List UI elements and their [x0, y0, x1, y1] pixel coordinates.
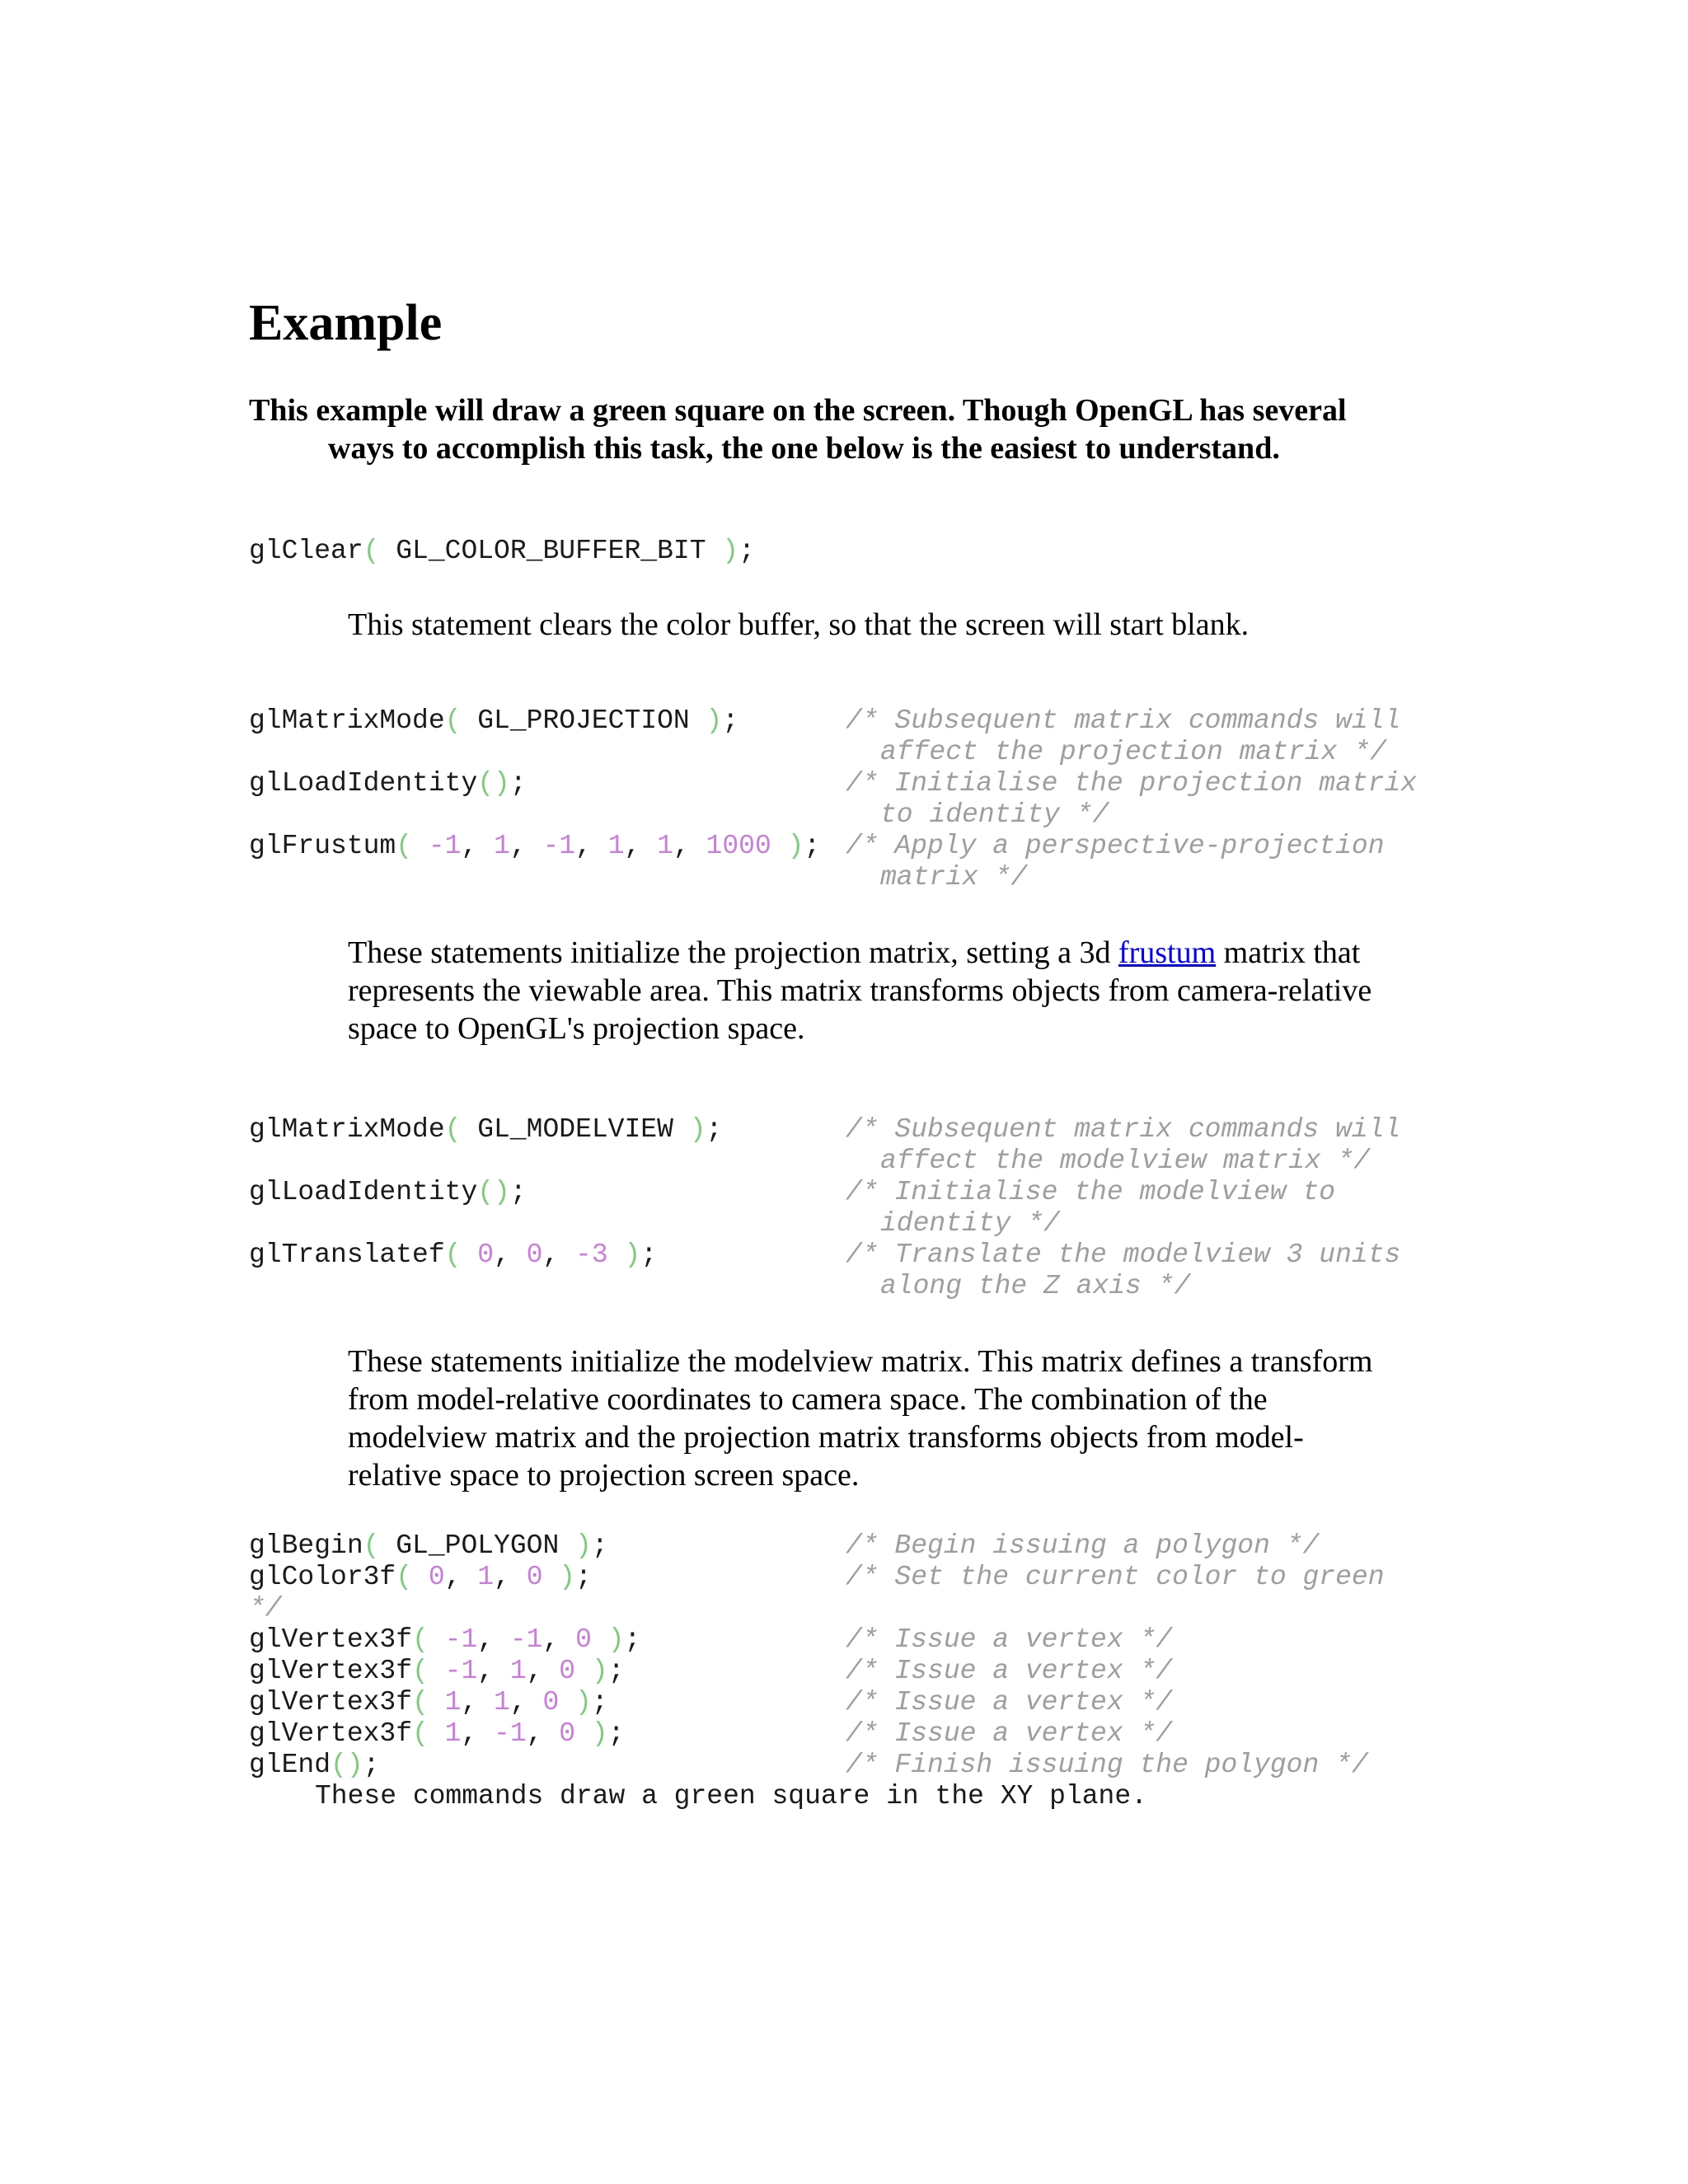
projection-description-line-2: represents the viewable area. This matrix transforms objects from camera-relative [348, 973, 1372, 1008]
comment-modelview-identity-2: identity */ [880, 1208, 1060, 1239]
modelview-description-line-4: relative space to projection screen space. [348, 1458, 860, 1493]
comment-frustum-1: /* Apply a perspective-projection [846, 831, 1385, 861]
code-line-glvertex3f-3: glVertex3f( 1, 1, 0 ); [249, 1687, 608, 1718]
code-line-glbegin: glBegin( GL_POLYGON ); [249, 1530, 608, 1561]
comment-modelview-mode-2: affect the modelview matrix */ [880, 1146, 1371, 1176]
comment-projection-mode-1: /* Subsequent matrix commands will [846, 705, 1401, 736]
code-line-glvertex3f-1: glVertex3f( -1, -1, 0 ); [249, 1624, 641, 1655]
frustum-link[interactable]: frustum [1118, 935, 1217, 970]
code-line-loadidentity-projection: glLoadIdentity(); [249, 768, 527, 799]
final-description: These commands draw a green square in the XY plane. [315, 1781, 1147, 1811]
modelview-description-line-3: modelview matrix and the projection matrix transforms objects from model- [348, 1420, 1304, 1455]
comment-modelview-identity-1: /* Initialise the modelview to [846, 1177, 1336, 1207]
comment-vertex-4: /* Issue a vertex */ [846, 1718, 1173, 1749]
code-line-glfrustum: glFrustum( -1, 1, -1, 1, 1, 1000 ); [249, 831, 821, 861]
comment-translate-1: /* Translate the modelview 3 units [846, 1240, 1401, 1270]
comment-translate-2: along the Z axis */ [880, 1271, 1191, 1301]
code-line-glcolor3f: glColor3f( 0, 1, 0 ); [249, 1562, 592, 1592]
page-title: Example [249, 295, 443, 351]
modelview-description-line-1: These statements initialize the modelview matrix. This matrix defines a transform [348, 1344, 1373, 1379]
comment-frustum-2: matrix */ [880, 862, 1028, 893]
code-line-glclear: glClear( GL_COLOR_BUFFER_BIT ); [249, 536, 755, 566]
code-line-glvertex3f-2: glVertex3f( -1, 1, 0 ); [249, 1656, 625, 1686]
comment-projection-identity-1: /* Initialise the projection matrix [846, 768, 1418, 799]
code-line-matrixmode-projection: glMatrixMode( GL_PROJECTION ); [249, 705, 739, 736]
projection-description-line-3: space to OpenGL's projection space. [348, 1011, 805, 1046]
code-line-matrixmode-modelview: glMatrixMode( GL_MODELVIEW ); [249, 1114, 723, 1145]
comment-begin: /* Begin issuing a polygon */ [846, 1530, 1320, 1561]
code-line-loadidentity-modelview: glLoadIdentity(); [249, 1177, 527, 1207]
code-line-glend: glEnd(); [249, 1750, 380, 1780]
comment-color-1: /* Set the current color to green [846, 1562, 1385, 1592]
comment-modelview-mode-1: /* Subsequent matrix commands will [846, 1114, 1401, 1145]
intro-line-2: ways to accomplish this task, the one below is the easiest to understand. [328, 431, 1280, 466]
comment-end: /* Finish issuing the polygon */ [846, 1750, 1368, 1780]
modelview-description-line-2: from model-relative coordinates to camera space. The combination of the [348, 1382, 1268, 1417]
comment-projection-mode-2: affect the projection matrix */ [880, 737, 1386, 767]
comment-vertex-3: /* Issue a vertex */ [846, 1687, 1173, 1718]
code-line-glvertex3f-4: glVertex3f( 1, -1, 0 ); [249, 1718, 625, 1749]
projection-description-line-1: These statements initialize the projection matrix, setting a 3d frustum matrix that [348, 935, 1361, 970]
comment-vertex-2: /* Issue a vertex */ [846, 1656, 1173, 1686]
clear-description: This statement clears the color buffer, so that the screen will start blank. [348, 607, 1250, 642]
comment-color-2: */ [249, 1593, 282, 1624]
code-line-gltranslatef: glTranslatef( 0, 0, -3 ); [249, 1240, 658, 1270]
comment-projection-identity-2: to identity */ [880, 799, 1109, 830]
intro-line-1: This example will draw a green square on the screen. Though OpenGL has several [249, 393, 1347, 428]
comment-vertex-1: /* Issue a vertex */ [846, 1624, 1173, 1655]
